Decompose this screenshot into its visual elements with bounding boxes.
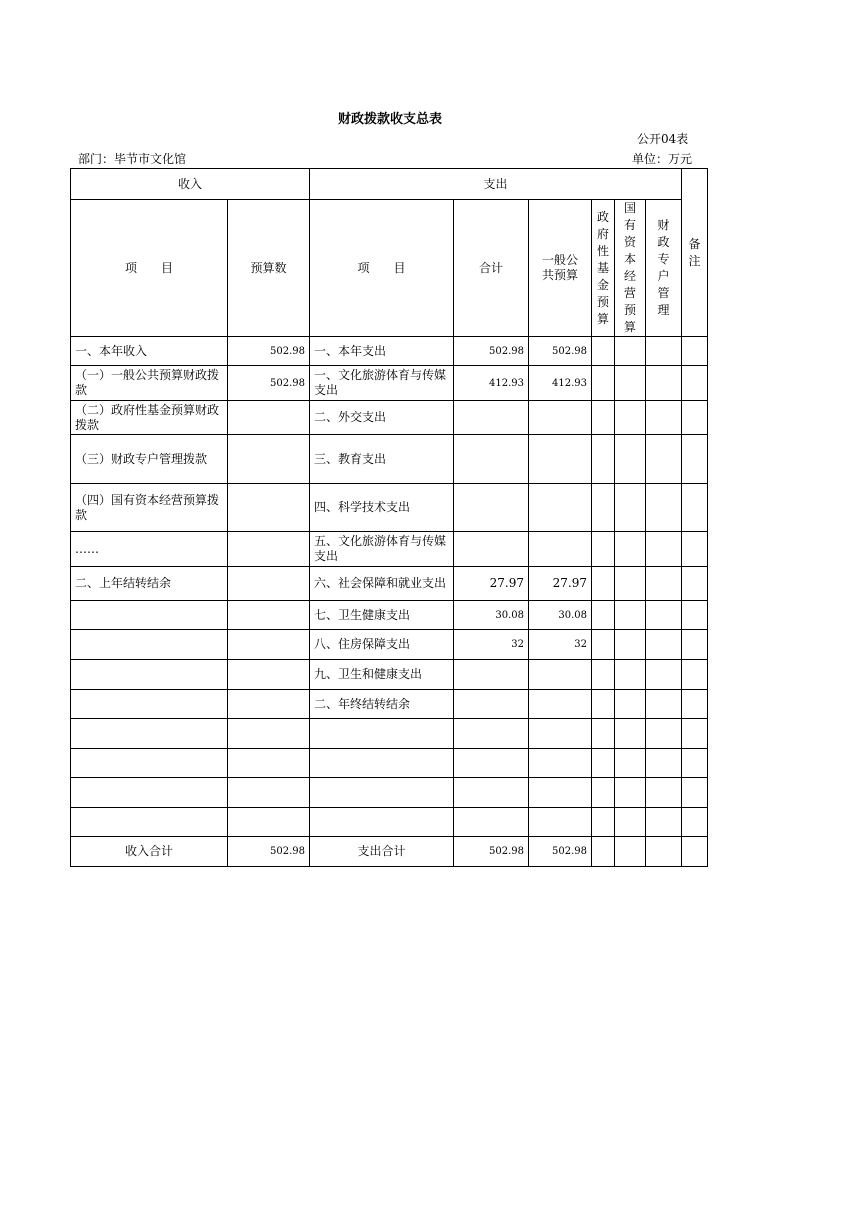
- expense-header: 支出: [310, 169, 682, 200]
- gov-fund-header: 政府性基金预算: [592, 200, 615, 337]
- table-row: （四）国有资本经营预算拨款 四、科学技术支出: [71, 484, 708, 532]
- table-row: [71, 778, 708, 808]
- general-total-amount: 502.98: [529, 837, 592, 867]
- table-row: 七、卫生健康支出 30.08 30.08: [71, 601, 708, 630]
- table-row: [71, 719, 708, 749]
- page-title: 财政拨款收支总表: [337, 112, 442, 127]
- income-header: 收入: [71, 169, 310, 200]
- income-total-amount: 502.98: [228, 837, 310, 867]
- expense-total-header: 合计: [454, 200, 529, 337]
- table-row: （一）一般公共预算财政拨款 502.98 一、文化旅游体育与传媒支出 412.93 412.93: [71, 366, 708, 401]
- income-budget-header: 预算数: [228, 200, 310, 337]
- department-label: 部门：毕节市文化馆: [78, 152, 187, 166]
- fiscal-summary-table: [70, 168, 708, 867]
- expense-item-header: 项 目: [310, 200, 454, 337]
- unit-label: 单位：万元: [632, 152, 693, 166]
- totals-row: [71, 837, 708, 867]
- table-row: 二、年终结转结余: [71, 690, 708, 719]
- expense-total-amount: 502.98: [454, 837, 529, 867]
- table-row: （三）财政专户管理拨款 三、教育支出: [71, 435, 708, 484]
- table-row: 一、本年收入 502.98 一、本年支出 502.98 502.98: [71, 337, 708, 366]
- table-row: [71, 808, 708, 837]
- table-row: …… 五、文化旅游体育与传媒支出: [71, 532, 708, 567]
- table-row: 八、住房保障支出 32 32: [71, 630, 708, 660]
- table-row: （二）政府性基金预算财政拨款 二、外交支出: [71, 401, 708, 435]
- expense-total-label: 支出合计: [310, 837, 454, 867]
- table-row: 二、上年结转结余 六、社会保障和就业支出 27.97 27.97: [71, 567, 708, 601]
- income-total-label: 收入合计: [71, 837, 228, 867]
- state-capital-header: 国有资本经营预算: [615, 200, 646, 337]
- table-row: 九、卫生和健康支出: [71, 660, 708, 690]
- income-item-header: 项 目: [71, 200, 228, 337]
- table-row: [71, 749, 708, 778]
- special-mgmt-header: 财政专户管理: [646, 200, 682, 337]
- form-number: 公开04表: [637, 132, 689, 146]
- remarks-header: 备注: [682, 169, 708, 337]
- general-budget-header: 一般公共预算: [529, 200, 592, 337]
